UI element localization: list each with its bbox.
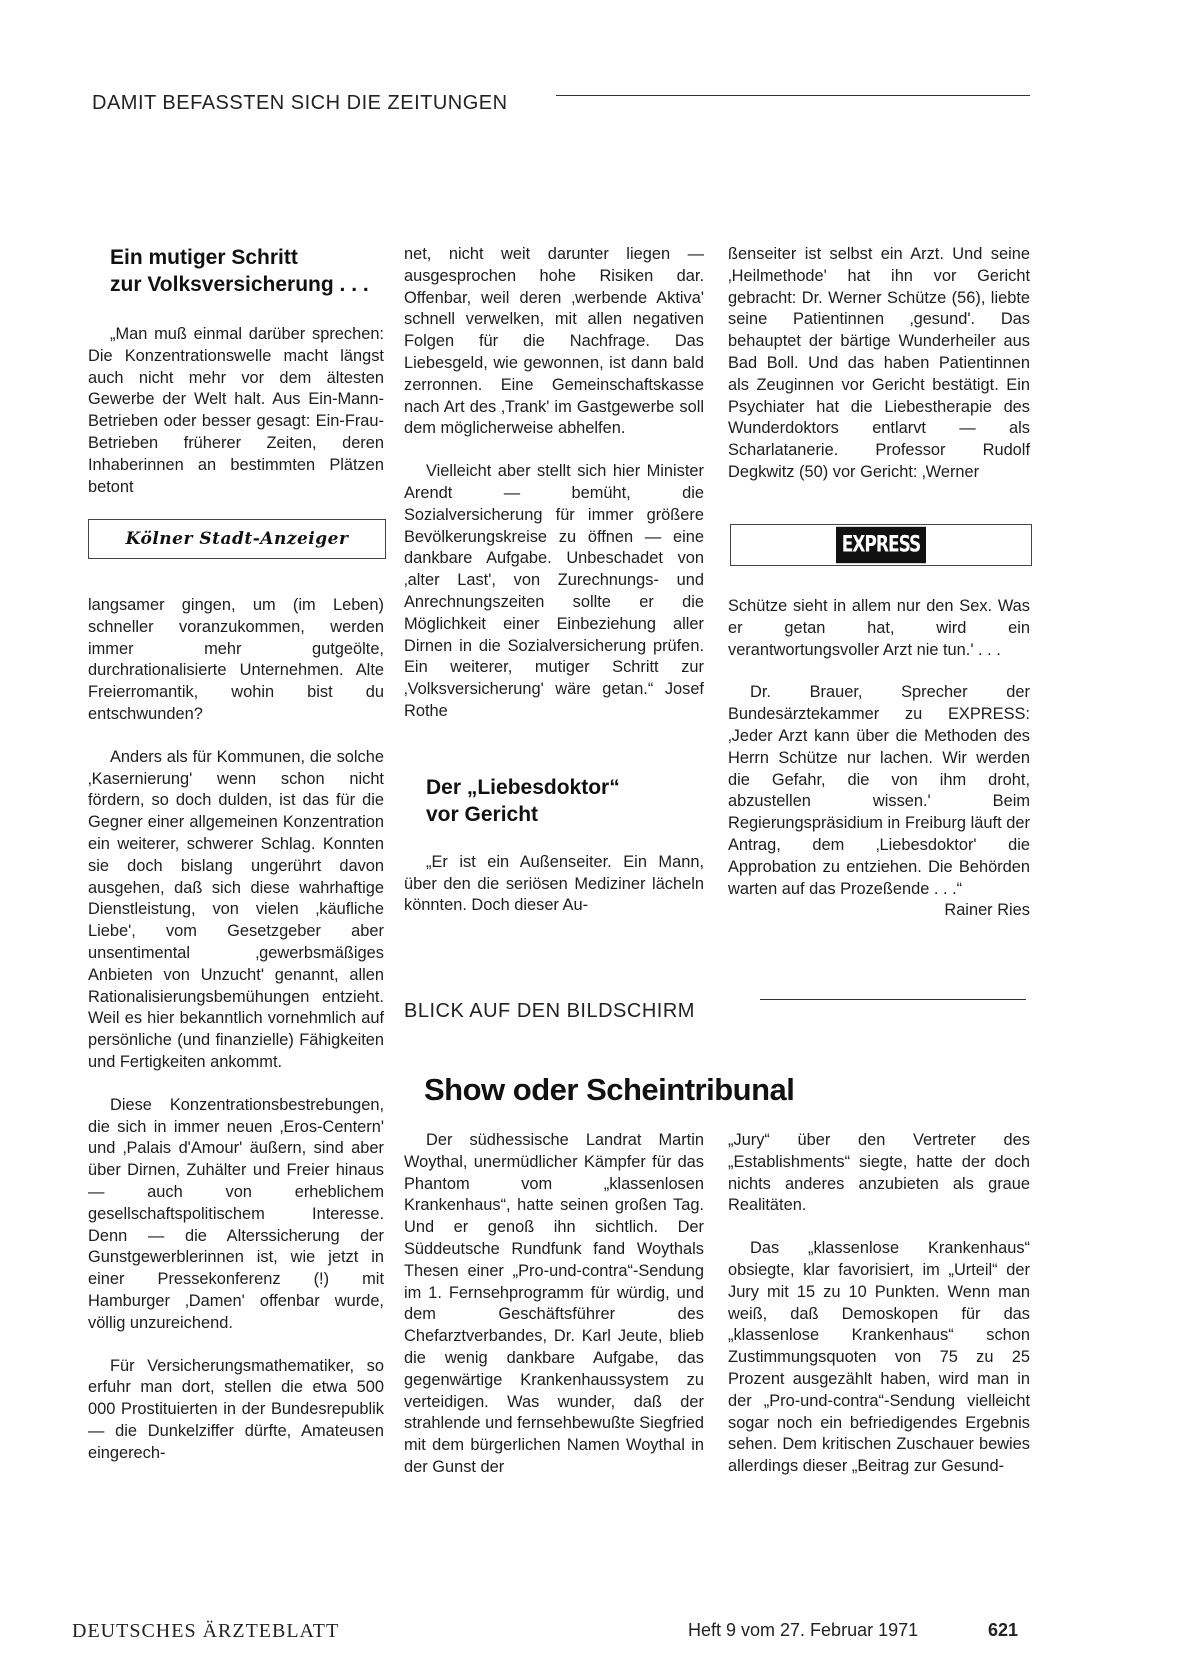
section2-rule: [760, 999, 1026, 1000]
article2-paragraph: ßenseiter ist selbst ein Arzt. Und seine ‚Heilmethode' hat ihn vor Gericht gebracht: Dr. Werner Schütze (56), liebte seine Patientinnen ‚gesund'. Das behauptet der bärtige Wunderheiler aus Bad Boll. Und das haben Patientinnen als Zeuginnen vor Gericht bestätigt. Ein Psychiater hat die Liebestherapie des Wunderdoktors entlarvt — als Scharlatanerie. Professor Rudolf Degkwitz (50) vor Gericht: ‚Werner: [728, 245, 1030, 481]
article1-paragraph: Anders als für Kommunen, die solche ‚Kasernierung' wenn schon nicht fördern, so doch dulden, ist das für die Gegner einer allgemeinen Konzentration ein weiterer, schwerer Schlag. Konnten sie doch bislang ungerührt davon ausgehen, daß sich diese wahrhaftige Dienstleistung, von vielen ‚käufliche Liebe', vom Gesetzgeber aber unsentimental ‚gewerbsmäßiges Anbieten von Unzucht' genannt, allen Rationalisierungsbemühungen entzieht. Weil es hier bekanntlich vornehmlich auf persönliche (und finanzielle) Fähigkeiten und Fertigkeiten ankommt.: [88, 747, 384, 1071]
page-number: 621: [988, 1620, 1019, 1640]
section2-title: BLICK AUF DEN BILDSCHIRM: [404, 1000, 695, 1022]
article1-headline-line1: Ein mutiger Schritt: [110, 246, 298, 269]
article1-paragraph: Für Versicherungsmathematiker, so erfuhr man dort, stellen die etwa 500 000 Prostituierten in der Bundesrepublik — die Dunkelziffer dürfte, Amateusen eingerech-: [88, 1356, 384, 1462]
article3-headline: Show oder Scheintribunal: [424, 1072, 795, 1107]
article2-paragraph: [728, 682, 1030, 920]
source-logo-ksa: Kölner Stadt-Anzeiger: [125, 529, 349, 549]
article3-paragraph: Das „klassenlose Krankenhaus“ obsiegte, klar favorisiert, im „Urteil“ der Jury mit 15 zu 10 Punkten. Wenn man weiß, daß Demoskopen für das „klassenlose Krankenhaus“ schon Zustimmungsquoten von 75 zu 25 Prozent ausgezählt haben, wird man in der „Pro-und-contra“-Sendung vielleicht sogar noch ein befriedigendes Ergebnis sehen. Dem kritischen Zuschauer bewies allerdings dieser „Beitrag zur Gesund-: [728, 1239, 1030, 1476]
article3-paragraph: „Jury“ über den Vertreter des „Establishments“ siegte, hatte der doch nichts anderes anzubieten als graue Realitäten.: [728, 1131, 1030, 1215]
column-3: [728, 244, 1030, 484]
article2-paragraph: Schütze sieht in allem nur den Sex. Was er getan hat, wird ein verantwortungsvoller Arzt nie tun.' . . .: [728, 597, 1030, 659]
column-2: [404, 244, 704, 917]
footer-masthead: DEUTSCHES ÄRZTEBLATT: [72, 1620, 340, 1642]
source-box-express: [730, 524, 1032, 566]
article2-headline-line1: Der „Liebesdoktor“: [426, 775, 620, 799]
header-rule: [556, 95, 1030, 96]
article2-paragraph-text: Dr. Brauer, Sprecher der Bundesärztekammer zu EXPRESS: ‚Jeder Arzt kann über die Methoden des Herrn Schütze nur lachen. Wir werden die Gefahr, die von ihm droht, abzustellen wissen.' Beim Regierungspräsidium in Freiburg läuft der Antrag, dem ‚Liebesdoktor' die Approbation zu entziehen. Die Behörden warten auf das Prozeßende . . .“: [728, 683, 1030, 898]
column-2-lower: [404, 1130, 704, 1479]
article1-paragraph: langsamer gingen, um (im Leben) schneller voranzukommen, werden immer mehr gutgeölte, durchrationalisierte Unternehmen. Alte Freierromantik, wohin bist du entschwunden?: [88, 596, 384, 723]
footer-issue: Heft 9 vom 27. Februar 1971: [688, 1620, 919, 1640]
section-header: DAMIT BEFASSTEN SICH DIE ZEITUNGEN: [92, 92, 508, 114]
column-3-lower: [728, 1130, 1030, 1478]
column-1-cont: [88, 595, 384, 1464]
article2-headline-line2: vor Gericht: [426, 802, 539, 826]
article2-author: Rainer Ries: [944, 901, 1030, 920]
source-box-ksa: [88, 519, 386, 559]
article1-paragraph: Diese Konzentrationsbestrebungen, die sich in immer neuen ‚Eros-Centern' und ‚Palais d'Amour' äußern, sind aber über Dirnen, Zuhälter und Freier hinaus — auch von erheblichem gesellschaftspolitischem Interesse. Denn — die Alterssicherung der Gunstgewerblerinnen ist, wie jetzt in einer Pressekonferenz (!) mit Hamburger ‚Damen' offenbar wurde, völlig unzureichend.: [88, 1095, 384, 1332]
source-logo-express: EXPRESS: [836, 527, 927, 563]
article1-headline-line2: zur Volksversicherung . . .: [110, 273, 369, 296]
column-3-cont: [728, 596, 1030, 922]
article1-paragraph: „Man muß einmal darüber sprechen: Die Konzentrationswelle macht längst auch nicht mehr vor dem ältesten Gewerbe der Welt halt. Aus Ein-Mann-Betrieben oder besser gesagt: Ein-Frau-Betrieben früherer Zeiten, deren Inhaberinnen an bestimmten Plätzen betont: [88, 325, 384, 496]
article1-paragraph: net, nicht weit darunter liegen — ausgesprochen hohe Risiken dar. Offenbar, weil deren ‚werbende Aktiva' schnell verwelken, mit allen negativen Folgen für die Nachfrage. Das Liebesgeld, wie gewonnen, ist dann bald zerronnen. Eine Gemeinschaftskasse nach Art des ‚Trank' im Gastgewerbe soll dem möglicherweise abhelfen.: [404, 245, 704, 438]
article2-paragraph: „Er ist ein Außenseiter. Ein Mann, über den die seriösen Mediziner lächeln könnten. Doch dieser Au-: [404, 852, 704, 915]
article3-paragraph: Der südhessische Landrat Martin Woythal, unermüdlicher Kämpfer für das Phantom vom „klassenlosen Krankenhaus“, hatte seinen großen Tag. Und er genoß ihn sichtlich. Der Süddeutsche Rundfunk fand Woythals Thesen einer „Pro-und-contra“-Sendung im 1. Fernsehprogramm für würdig, und dem Geschäftsführer des Chefarztverbandes, Dr. Karl Jeute, blieb die wenig dankbare Aufgabe, das gegenwärtige Krankenhaussystem zu verteidigen. Was wunder, daß der strahlende und fernsehbewußte Siegfried mit dem bürgerlichen Namen Woythal in der Gunst der: [404, 1131, 704, 1476]
article1-paragraph: Vielleicht aber stellt sich hier Minister Arendt — bemüht, die Sozialversicherung für immer größere Bevölkerungskreise zu öffnen — eine dankbare Aufgabe. Unbeschadet von ‚alter Last', von Zurechnungs- und Anrechnungszeiten sollte er die Möglichkeit einer Einbeziehung aller Dirnen in die Sozialversicherung prüfen. Ein weiterer, mutiger Schritt zur ‚Volksversicherung' wäre getan.“ Josef Rothe: [404, 462, 704, 720]
column-1: [88, 244, 384, 498]
